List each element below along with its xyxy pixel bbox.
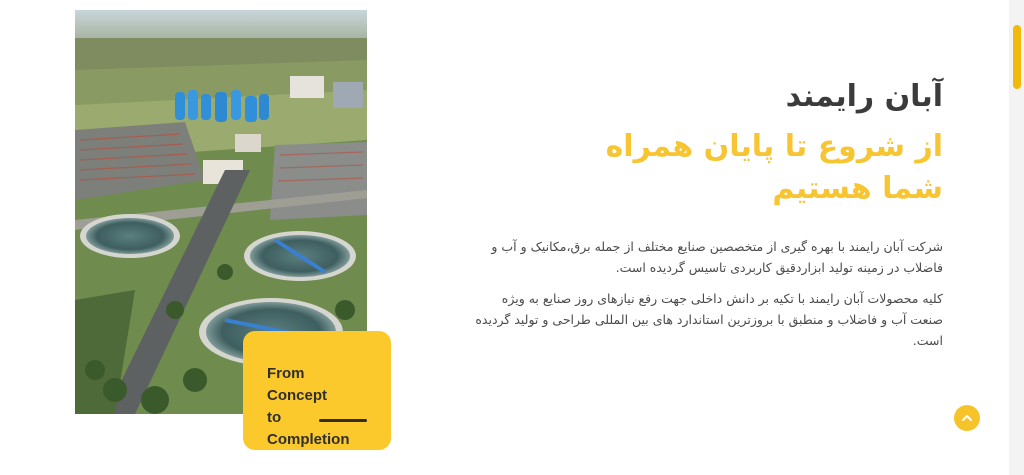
brand-heading: آبان رایمند — [785, 79, 943, 114]
page-scrollbar[interactable] — [1009, 0, 1024, 475]
slogan-heading: از شروع تا پایان همراه شما هستیم — [605, 129, 943, 206]
concept-card — [243, 331, 391, 450]
concept-line-1: From Concept — [267, 365, 327, 404]
concept-line-2: to Completion — [267, 409, 350, 448]
about-paragraph-1: شرکت آبان رایمند با بهره گیری از متخصصین صنایع مختلف از جمله برق،مکانیک و آب و فاضلاب در زمینه تولید ابزاردقیق کاربردی تاسیس گردیده است. — [491, 239, 943, 275]
about-paragraph-2: کلیه محصولات آبان رایمند با تکیه بر دانش داخلی جهت رفع نیازهای روز صنایع به ویژه صنعت آب و فاضلاب و منطبق با بروزترین استاندارد های بین المللی طراحی و تولید گردیده است. — [475, 291, 943, 348]
concept-card-text — [267, 363, 367, 451]
concept-underline — [319, 419, 367, 422]
about-section — [473, 76, 943, 361]
scroll-to-top-button[interactable] — [954, 405, 980, 431]
chevron-up-icon — [961, 412, 973, 424]
scrollbar-thumb[interactable] — [1013, 25, 1021, 89]
